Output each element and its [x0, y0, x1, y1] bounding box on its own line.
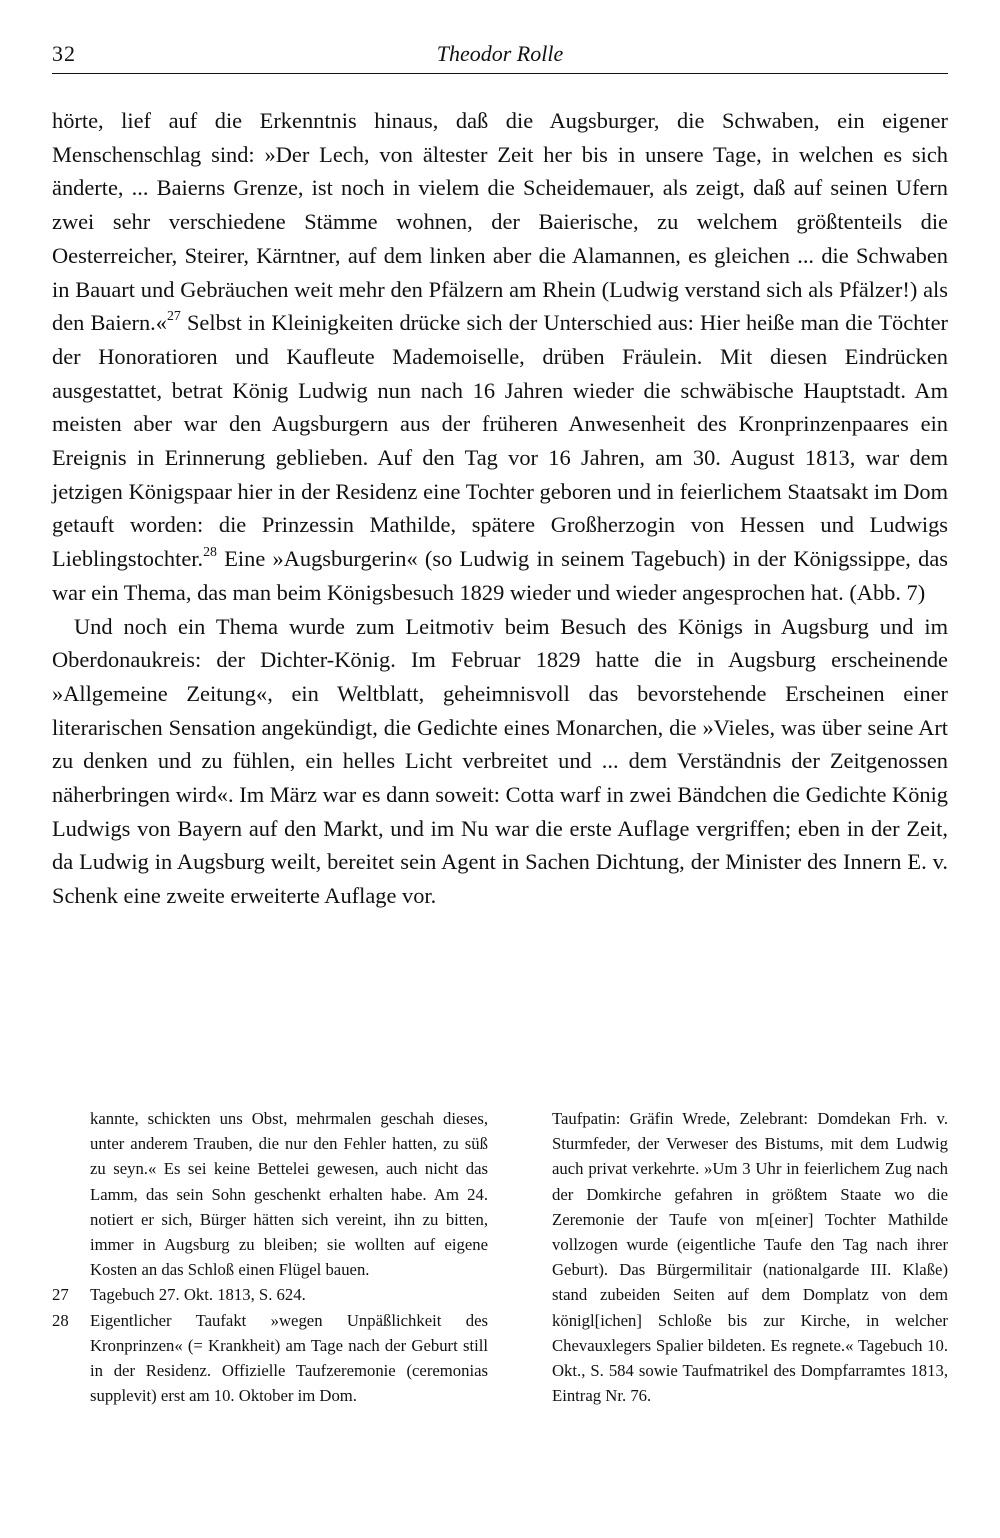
- page-header: [52, 41, 948, 74]
- footnotes-right-column: [552, 1106, 948, 1408]
- footnote-28-continued: Taufpatin: Gräfin Wrede, Zelebrant: Domdekan Frh. v. Sturmfeder, der Verweser des Bistums, mit dem Ludwig auch privat verkehrte. »Um 3 Uhr in feierlichem Zug nach der Domkirche gefahren in größtem Staate wo die Zeremonie der Taufe von m[einer] Tochter Mathilde vollzogen wurde (eigentliche Taufe den Tag nach ihrer Geburt). Das Bürgermilitair (nationalgarde III. Klaße) stand zubeiden Seiten auf dem Domplatz von dem königl[ichen] Schloße bis zur Kirche, in welcher Chevauxlegers Spalier bildeten. Es regnete.« Tagebuch 10. Okt., S. 584 sowie Taufmatrikel des Dompfarramtes 1813, Eintrag Nr. 76.: [552, 1109, 948, 1406]
- paragraph-1-part-a: hörte, lief auf die Erkenntnis hinaus, daß die Augsburger, die Schwaben, ein eigener Menschenschlag sind: »Der Lech, von ältester Zeit her bis in unsere Tage, in welchen es sich änderte, ... Baierns Grenze, ist noch in vielem die Scheidemauer, als zeigt, daß auf seinen Ufern zwei sehr verschiedene Stämme wohnen, der Baierische, zu welchem größtenteils die Oesterreicher, Steirer, Kärntner, auf dem linken aber die Alamannen, es gleichen ... die Schwaben in Bauart und Gebräuchen weit mehr den Pfälzern am Rhein (Ludwig verstand sich als Pfälzer!) als den Baiern.«: [52, 108, 948, 336]
- paragraph-1: [52, 104, 948, 610]
- footnote-27-text: Tagebuch 27. Okt. 1813, S. 624.: [90, 1285, 306, 1305]
- paragraph-2: Und noch ein Thema wurde zum Leitmotiv beim Besuch des Königs in Augsburg und im Oberdonaukreis: der Dichter-König. Im Februar 1829 hatte die in Augsburg erscheinende »Allgemeine Zeitung«, ein Weltblatt, geheimnisvoll das bevorstehende Erscheinen einer literarischen Sensation angekündigt, die Gedichte eines Monarchen, die »Vieles, was über seine Art zu denken und zu fühlen, ein helles Licht verbreitet und ... dem Verständnis der Zeitgenossen näherbringen wird«. Im März war es dann soweit: Cotta warf in zwei Bändchen die Gedichte König Ludwigs von Bayern auf den Markt, und im Nu war die erste Auflage vergriffen; eben in der Zeit, da Ludwig in Augsburg weilt, bereitet sein Agent in Sachen Dichtung, der Minister des Innern E. v. Schenk eine zweite erweiterte Auflage vor.: [52, 613, 948, 909]
- footnote-continued-text: kannte, schickten uns Obst, mehrmalen geschah dieses, unter anderem Trauben, die nur den Fehler hatten, zu süß zu seyn.« Es sei keine Bettelei gewesen, auch nicht das Lamm, das sein Sohn geschenkt erhalten habe. Am 24. notiert er sich, Bürger hätten sich vereint, ihn zu bitten, immer in Augsburg zu bleiben; sie wollten auf eigene Kosten an das Schloß einen Flügel bauen.: [90, 1109, 488, 1280]
- footnote-28-number: 28: [52, 1310, 69, 1330]
- footnote-28-text: Eigentlicher Taufakt »wegen Unpäßlichkeit des Kronprinzen« (= Krankheit) am Tage nach der Geburt still in der Residenz. Offizielle Taufzeremonie (ceremonias supplevit) erst am 10. Oktober im Dom.: [90, 1310, 488, 1406]
- running-head: Theodor Rolle: [436, 41, 564, 66]
- footnote-ref-28: 28: [203, 544, 217, 560]
- footnotes-left-column: [52, 1106, 488, 1408]
- footnote-27: [52, 1282, 488, 1307]
- footnote-28: [52, 1308, 488, 1409]
- footnote-27-number: 27: [52, 1285, 69, 1305]
- page-number: 32: [52, 41, 76, 66]
- footnote-ref-27: 27: [166, 308, 181, 324]
- main-text: [52, 104, 948, 913]
- footnote-continued: [52, 1106, 488, 1282]
- paragraph-1-part-b: Selbst in Kleinigkeiten drücke sich der Unterschied aus: Hier heiße man die Töchter der Honoratioren und Kaufleute Mademoiselle, drüben Fräulein. Mit diesen Eindrücken ausgestattet, betrat König Ludwig nun nach 16 Jahren wieder die schwäbische Hauptstadt. Am meisten aber war den Augsburgern aus der früheren Anwesenheit des Kronprinzenpaares ein Ereignis in Erinnerung geblieben. Auf den Tag vor 16 Jahren, am 30. August 1813, war dem jetzigen Königspaar hier in der Residenz eine Tochter geboren und in feierlichem Staatsakt im Dom getauft worden: die Prinzessin Mathilde, spätere Großherzogin von Hessen und Ludwigs Lieblingstochter.: [52, 310, 948, 572]
- paragraph-1-part-c: Eine »Augsburgerin« (so Ludwig in seinem Tagebuch) in der Königssippe, das war ein Thema, das man beim Königsbesuch 1829 wieder und wieder angesprochen hat. (Abb. 7): [52, 546, 948, 605]
